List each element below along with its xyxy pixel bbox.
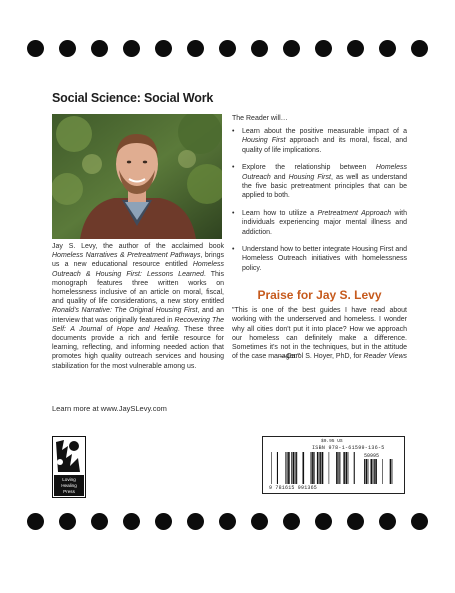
barcode-bar <box>375 459 377 484</box>
binding-dot <box>59 513 76 530</box>
text-run: . These three documents provide a rich and fertile resource for learning, reflecting, and informing needed action that promotes high quality outreach services and housing stabilization for the most vulnerable among us. <box>52 325 224 370</box>
barcode-bar <box>291 452 292 484</box>
italic-title-text: Ronald's Narrative: The Original Housing First <box>52 307 198 315</box>
barcode-bar <box>374 459 375 484</box>
reader-benefits-list <box>232 127 407 281</box>
binding-dots-top <box>0 40 455 60</box>
category-heading: Social Science: Social Work <box>52 91 214 105</box>
barcode-bar <box>287 452 288 484</box>
barcode-bar <box>303 452 305 484</box>
reader-benefit-item <box>232 127 407 155</box>
publisher-name-line2: Healing <box>61 483 77 488</box>
barcode-bar <box>320 452 321 484</box>
barcode-bar <box>364 459 365 484</box>
binding-dot <box>123 513 140 530</box>
publisher-name-line3: Press <box>63 489 75 494</box>
italic-title-text: Homeless Outreach <box>242 164 407 181</box>
website-link[interactable]: Learn more at www.JaySLevy.com <box>52 404 167 413</box>
barcode-bar <box>336 452 338 484</box>
barcode-bar <box>382 459 383 484</box>
barcode-bar <box>271 452 272 484</box>
quote-attribution <box>232 353 407 360</box>
italic-title-text: Homeless Narratives & Pretreatment Pathways <box>52 252 201 260</box>
barcode-bar <box>311 452 312 484</box>
isbn-barcode <box>271 452 359 484</box>
binding-dot <box>411 40 428 57</box>
barcode-bar <box>312 452 314 484</box>
binding-dot <box>27 40 44 57</box>
text-run: —Carol S. Hoyer, PhD, for <box>279 353 364 360</box>
binding-dot <box>283 40 300 57</box>
barcode-bar <box>285 452 286 484</box>
barcode-bar <box>329 452 330 484</box>
text-run: Explore the relationship between <box>242 164 376 172</box>
binding-dot <box>219 513 236 530</box>
barcode-bar <box>348 452 349 484</box>
praise-quote: "This is one of the best guides I have read about working with the underserved and homeless. I wonder why all cities don't put it into place? How we approach our homeless can definitely make a difference. Sometimes it's not in the techniques, but in the attitude of the case manager." <box>232 307 407 361</box>
reader-benefit-item <box>232 209 407 237</box>
barcode-bar <box>373 459 374 484</box>
barcode-bar <box>288 452 290 484</box>
barcode-bar <box>317 452 319 484</box>
binding-dot <box>219 40 236 57</box>
italic-title-text: Housing First <box>288 173 331 181</box>
text-run: , brings us a new educational resource entitled <box>52 252 224 269</box>
text-run: . This monograph features three written works on homelessness inclusive of an article on moral, fiscal, and quality of life considerations, a new story entitled <box>52 270 224 306</box>
italic-title-text: Recovering The Self: A Journal of Hope and Healing <box>52 316 225 333</box>
binding-dot <box>187 40 204 57</box>
barcode-digits: 9 781615 991365 <box>269 485 318 491</box>
italic-title-text: Reader Views <box>363 353 407 360</box>
barcode-bar <box>339 452 340 484</box>
text-run: Learn how to utilize a <box>242 209 318 217</box>
text-run: , and an interview that was originally featured in <box>52 307 224 324</box>
barcode-bar <box>293 452 295 484</box>
barcode-bar <box>314 452 315 484</box>
text-run: , as well as understand the five basic pretreatment principles that can be applied to both. <box>242 173 407 200</box>
barcode-bar <box>319 452 320 484</box>
binding-dot <box>59 40 76 57</box>
italic-title-text: Homeless Outreach & Housing First: Lessons Learned <box>52 261 224 278</box>
barcode-bar <box>392 459 393 484</box>
binding-dot <box>155 40 172 57</box>
praise-heading: Praise for Jay S. Levy <box>257 288 382 302</box>
text-run: and <box>270 173 289 181</box>
binding-dot <box>27 513 44 530</box>
barcode-bar <box>295 452 296 484</box>
italic-title-text: Housing First <box>242 137 286 145</box>
italic-title-text: Pretreatment Approach <box>317 209 392 217</box>
barcode-bar <box>366 459 368 484</box>
barcode-block <box>262 436 405 494</box>
text-run: Jay S. Levy, the author of the acclaimed book <box>52 243 224 250</box>
binding-dot <box>251 40 268 57</box>
publisher-logo <box>52 436 86 498</box>
binding-dot <box>91 40 108 57</box>
price-barcode <box>363 459 393 484</box>
binding-dots-bottom <box>0 513 455 533</box>
barcode-bar <box>371 459 373 484</box>
reader-benefit-item <box>232 163 407 201</box>
text-run: with individuals experiencing major mental illness and addiction. <box>242 209 407 236</box>
binding-dot <box>347 40 364 57</box>
price-label: $9.95 US <box>321 439 343 444</box>
author-bio <box>52 242 224 371</box>
isbn-label: ISBN 978-1-61599-136-5 <box>312 445 385 451</box>
binding-dot <box>411 513 428 530</box>
binding-dot <box>347 513 364 530</box>
publisher-name-line1: Loving <box>62 477 76 482</box>
barcode-bar <box>296 452 297 484</box>
binding-dot <box>379 40 396 57</box>
barcode-bar <box>346 452 348 484</box>
binding-dot <box>315 513 332 530</box>
binding-dot <box>91 513 108 530</box>
barcode-bar <box>354 452 355 484</box>
reader-intro: The Reader will… <box>232 115 288 122</box>
author-photo <box>52 114 222 239</box>
binding-dot <box>379 513 396 530</box>
barcode-bar <box>390 459 392 484</box>
barcode-bar <box>343 452 344 484</box>
binding-dot <box>283 513 300 530</box>
reader-benefit-item <box>232 245 407 273</box>
binding-dot <box>315 40 332 57</box>
barcode-bar <box>344 452 345 484</box>
text-run: Learn about the positive measurable impact of a <box>242 128 407 135</box>
barcode-bar <box>368 459 369 484</box>
binding-dot <box>251 513 268 530</box>
binding-dot <box>155 513 172 530</box>
barcode-bar <box>277 452 278 484</box>
barcode-bar <box>322 452 324 484</box>
barcode-bar <box>338 452 339 484</box>
price-addon-code: 50995 <box>364 453 380 459</box>
text-run: Understand how to better integrate Housing First and Homeless Outreach initiatives with homelessness policy. <box>242 246 407 272</box>
binding-dot <box>187 513 204 530</box>
binding-dot <box>123 40 140 57</box>
text-run: approach and its moral, fiscal, and quality of life implications. <box>242 137 407 154</box>
